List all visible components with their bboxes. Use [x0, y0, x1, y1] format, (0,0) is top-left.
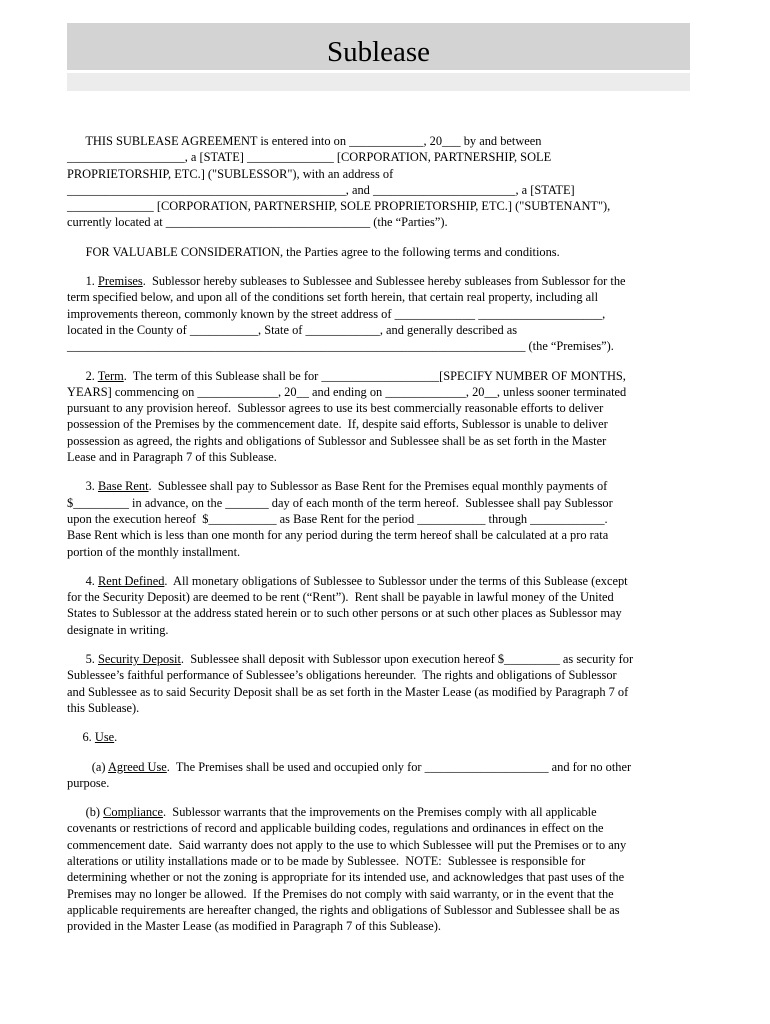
section-heading: Compliance [103, 805, 164, 820]
text-line: pursuant to any provision hereof. Sublessor agrees to use its best commercially reasonable efforts to deliver [67, 401, 604, 416]
text-line: located in the County of ___________, State of ____________, and generally described as [67, 322, 518, 337]
text-line: 4. Rent Defined. All monetary obligations of Sublessee to Sublessor under the terms of this Sublease (except [67, 573, 628, 588]
title-strip [67, 73, 690, 91]
text-line: _____________________________________________, and _______________________, a [STATE] [67, 182, 575, 197]
paragraph-gap [67, 260, 703, 273]
paragraph-gap [67, 355, 703, 368]
text-line: for the Security Deposit) are deemed to be rent (“Rent”). Rent shall be payable in lawful money of the United [67, 590, 614, 605]
text-line: 6. Use. [67, 730, 118, 745]
text-line: provided in the Master Lease (as modified in Paragraph 7 of this Sublease). [67, 919, 442, 934]
paragraph-gap [67, 638, 703, 651]
paragraph-gap [67, 746, 703, 759]
paragraph-gap [67, 791, 703, 804]
text-line: Lease and in Paragraph 7 of this Sublease. [67, 450, 277, 465]
text-line: PROPRIETORSHIP, ETC.] ("SUBLESSOR"), with an address of [67, 166, 394, 181]
section-heading: Base Rent [97, 479, 149, 494]
text-line: ___________________, a [STATE] ______________ [CORPORATION, PARTNERSHIP, SOLE [67, 150, 552, 165]
paragraph-gap [67, 465, 703, 478]
text-line: 5. Security Deposit. Sublessee shall deposit with Sublessor upon execution hereof $_________ as security for [67, 652, 634, 667]
section-heading: Use [94, 730, 115, 745]
text-line: 1. Premises. Sublessor hereby subleases to Sublessee and Sublessee hereby subleases from Sublessor for the [67, 274, 626, 289]
section-heading: Agreed Use [107, 759, 167, 774]
text-line: YEARS] commencing on _____________, 20__ and ending on _____________, 20__, unless sooner terminated [67, 384, 627, 399]
text-line: States to Sublessor at the address stated herein or to such other persons or at such other places as Sublessor may [67, 606, 622, 621]
text-line: applicable requirements are hereafter changed, the rights and obligations of Sublessor and Sublessee shall be as [67, 902, 620, 917]
paragraph [67, 273, 703, 354]
paragraph [67, 651, 703, 716]
text-line: possession of the Premises by the commencement date. If, despite said efforts, Sublessor is unable to deliver [67, 417, 608, 432]
text-line: $_________ in advance, on the _______ day of each month of the term hereof. Sublessee shall pay Sublessor [67, 495, 613, 510]
paragraph [67, 244, 703, 260]
text-line: alterations or utility installations made or to be made by Sublessee. NOTE: Sublessee is responsible for [67, 853, 586, 868]
text-line: purpose. [67, 775, 110, 790]
text-line: 3. Base Rent. Sublessee shall pay to Sublessor as Base Rent for the Premises equal monthly payments of [67, 479, 608, 494]
text-line: (b) Compliance. Sublessor warrants that the improvements on the Premises comply with all applicable [67, 805, 597, 820]
text-line: (a) Agreed Use. The Premises shall be used and occupied only for ____________________ and for no other [67, 759, 632, 774]
section-heading: Security Deposit [97, 652, 181, 667]
text-line: improvements thereon, commonly known by the street address of _____________ ____________________, [67, 306, 606, 321]
paragraph-gap [67, 231, 703, 244]
text-line: this Sublease). [67, 700, 140, 715]
document-body [67, 133, 703, 934]
paragraph [67, 478, 703, 559]
text-line: currently located at _________________________________ (the “Parties”). [67, 215, 448, 230]
text-line: term specified below, and upon all of the conditions set forth herein, that certain real property, including all [67, 290, 599, 305]
paragraph [67, 759, 703, 792]
paragraph [67, 368, 703, 466]
text-line: __________________________________________________________________________ (the “Premises”). [67, 339, 614, 354]
paragraph-gap [67, 716, 703, 729]
text-line: THIS SUBLEASE AGREEMENT is entered into on ____________, 20___ by and between [67, 134, 542, 148]
text-line: FOR VALUABLE CONSIDERATION, the Parties agree to the following terms and conditions. [67, 244, 560, 259]
text-line: Base Rent which is less than one month for any period during the term hereof shall be calculated at a pro rata [67, 528, 609, 543]
text-line: possession as agreed, the rights and obligations of Sublessor and Sublessee shall be as set forth in the Master [67, 433, 607, 448]
text-line: Premises may no longer be allowed. If the Premises do not comply with said warranty, or in the event that the [67, 886, 614, 901]
paragraph [67, 133, 703, 231]
text-line: ______________ [CORPORATION, PARTNERSHIP, SOLE PROPRIETORSHIP, ETC.] ("SUBTENANT"), [67, 199, 611, 214]
section-heading: Term [97, 368, 124, 383]
text-line: portion of the monthly installment. [67, 544, 241, 559]
text-line: 2. Term. The term of this Sublease shall be for ___________________[SPECIFY NUMBER OF MONTHS, [67, 368, 626, 383]
text-line: upon the execution hereof $___________ as Base Rent for the period ___________ through ____________. [67, 511, 608, 526]
text-line: and Sublessee as to said Security Deposit shall be as set forth in the Master Lease (as modified by Paragraph 7 of [67, 684, 629, 699]
text-line: commencement date. Said warranty does not apply to the use to which Sublessee will put the Premises or to any [67, 837, 627, 852]
section-heading: Premises [97, 274, 143, 289]
paragraph [67, 729, 703, 745]
text-line: designate in writing. [67, 622, 169, 637]
text-line: Sublessee’s faithful performance of Sublessee’s obligations hereunder. The rights and obligations of Sublessor [67, 668, 617, 683]
text-line: covenants or restrictions of record and applicable building codes, regulations and ordinances in effect on the [67, 821, 604, 836]
paragraph [67, 573, 703, 638]
paragraph [67, 804, 703, 934]
document-title: Sublease [326, 36, 431, 68]
title-band [67, 23, 690, 70]
section-heading: Rent Defined [97, 573, 165, 588]
text-line: determining whether or not the zoning is appropriate for its intended use, and acknowledges that past uses of the [67, 870, 625, 885]
paragraph-gap [67, 560, 703, 573]
